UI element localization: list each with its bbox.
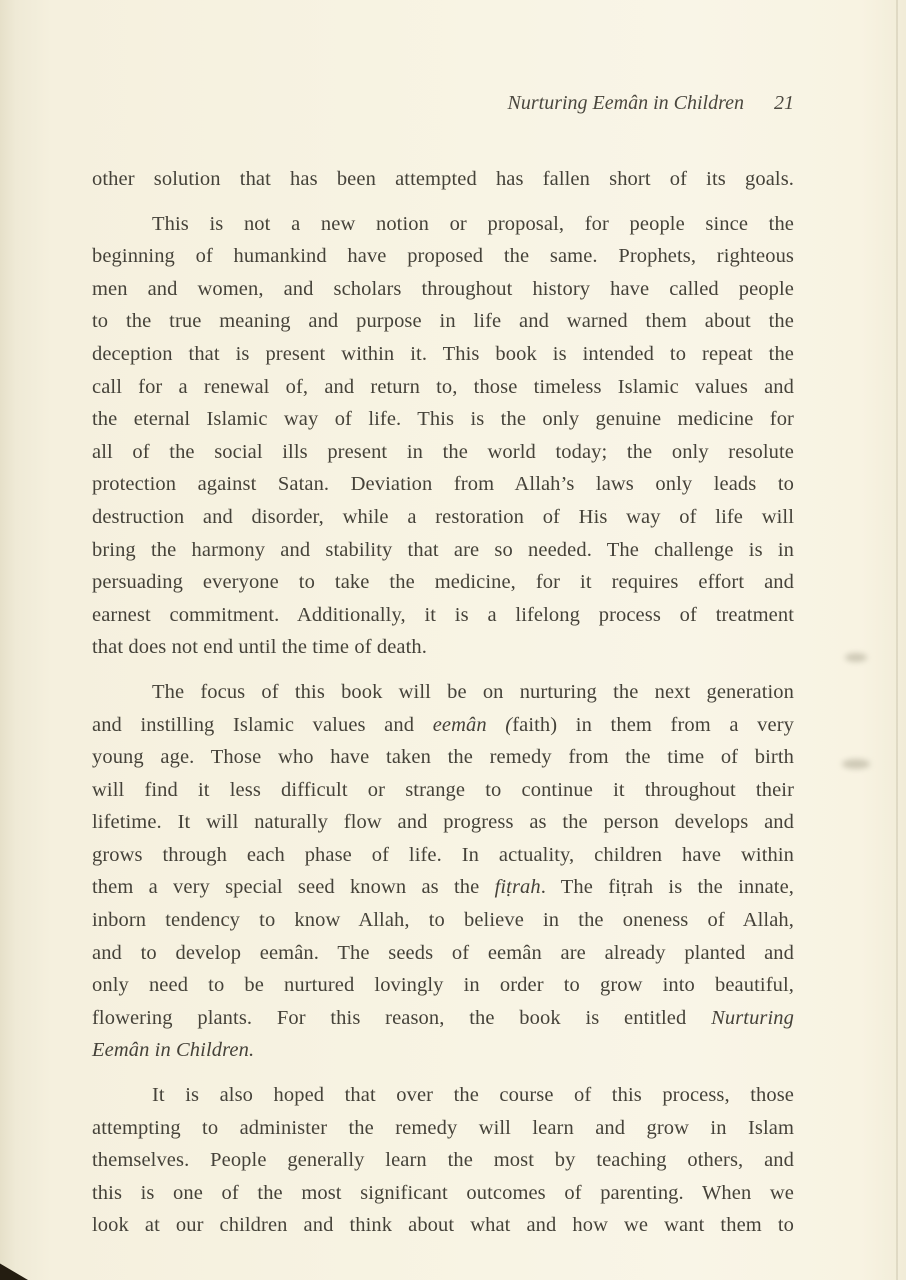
body-text: beginning of humankind have proposed the same. Prophets, righteous xyxy=(92,245,794,268)
paragraph xyxy=(92,1079,794,1242)
italic-text: Eemân in Children. xyxy=(92,1039,255,1062)
body-text: It is also hoped that over the course of this process, those xyxy=(152,1084,794,1107)
text-line xyxy=(92,1177,794,1210)
body-text: . The fiṭrah is the innate, xyxy=(540,876,794,899)
text-line xyxy=(92,709,794,742)
text-line xyxy=(92,163,794,196)
text-line xyxy=(92,240,794,273)
text-line xyxy=(92,566,794,599)
body-text: all of the social ills present in the world today; the only resolute xyxy=(92,440,794,463)
text-line xyxy=(92,501,794,534)
text-line xyxy=(92,871,794,904)
body-text: other solution that has been attempted has fallen short of its goals. xyxy=(92,168,794,190)
body-text: themselves. People generally learn the most by teaching others, and xyxy=(92,1149,794,1172)
body-text: to the true meaning and purpose in life and warned them about the xyxy=(92,310,794,333)
scan-smudge xyxy=(842,759,870,769)
body-text: young age. Those who have taken the remedy from the time of birth xyxy=(92,746,794,769)
paragraph xyxy=(92,163,794,196)
text-line xyxy=(92,468,794,501)
italic-text: eemân ( xyxy=(432,713,513,736)
scan-corner-artifact xyxy=(0,1258,28,1280)
body-text: deception that is present within it. This book is intended to repeat the xyxy=(92,342,794,365)
body-text: the eternal Islamic way of life. This is the only genuine medicine for xyxy=(92,408,794,431)
body-text: earnest commitment. Additionally, it is a lifelong process of treatment xyxy=(92,603,794,626)
paragraph xyxy=(92,208,794,664)
body-text: faith) in them from a very xyxy=(512,713,794,736)
page-edge-shadow xyxy=(896,0,898,1280)
body-text: persuading everyone to take the medicine, for it requires effort and xyxy=(92,571,794,594)
body-text: this is one of the most significant outcomes of parenting. When we xyxy=(92,1181,794,1204)
body-text: flowering plants. For this reason, the book is entitled xyxy=(92,1006,712,1029)
text-line xyxy=(92,305,794,338)
body-text: grows through each phase of life. In actuality, children have within xyxy=(92,843,794,866)
running-title: Nurturing Eemân in Children xyxy=(507,92,744,114)
scan-smudge xyxy=(845,653,867,662)
body-text: destruction and disorder, while a restoration of His way of life will xyxy=(92,505,794,528)
body-text: and instilling Islamic values and xyxy=(92,713,433,736)
text-line xyxy=(92,1002,794,1035)
body-text: men and women, and scholars throughout history have called people xyxy=(92,277,794,300)
body-text: that does not end until the time of death. xyxy=(92,636,427,659)
paragraph xyxy=(92,676,794,1067)
text-line xyxy=(92,676,794,709)
body-text: attempting to administer the remedy will learn and grow in Islam xyxy=(92,1116,794,1139)
body-text: protection against Satan. Deviation from Allah’s laws only leads to xyxy=(92,473,794,496)
body-text: The focus of this book will be on nurturing the next generation xyxy=(152,680,794,703)
text-line xyxy=(92,741,794,774)
body-text: bring the harmony and stability that are so needed. The challenge is in xyxy=(92,538,794,561)
text-line xyxy=(92,371,794,404)
text-line xyxy=(92,969,794,1002)
body-text: and to develop eemân. The seeds of eemân are already planted and xyxy=(92,941,794,964)
text-line xyxy=(92,1079,794,1112)
text-line xyxy=(92,1034,794,1067)
text-line xyxy=(92,774,794,807)
text-line xyxy=(92,904,794,937)
body-text: only need to be nurtured lovingly in order to grow into beautiful, xyxy=(92,974,794,997)
body-text: lifetime. It will naturally flow and progress as the person develops and xyxy=(92,811,794,834)
text-line xyxy=(92,208,794,241)
body-text: inborn tendency to know Allah, to believe in the oneness of Allah, xyxy=(92,909,794,932)
text-line xyxy=(92,1144,794,1177)
body-text: This is not a new notion or proposal, for people since the xyxy=(152,212,794,235)
text-line xyxy=(92,937,794,970)
text-line xyxy=(92,436,794,469)
text-line xyxy=(92,806,794,839)
italic-text: fiṭrah xyxy=(494,876,541,899)
body-text: look at our children and think about what and how we want them to xyxy=(92,1214,794,1237)
text-line xyxy=(92,599,794,632)
text-line xyxy=(92,631,794,664)
body-text: them a very special seed known as the xyxy=(92,876,495,899)
page-body xyxy=(92,163,794,1242)
running-header xyxy=(92,92,794,115)
text-line xyxy=(92,403,794,436)
text-line xyxy=(92,1112,794,1145)
italic-text: Nurturing xyxy=(711,1006,794,1029)
text-line xyxy=(92,534,794,567)
text-line xyxy=(92,1209,794,1242)
text-line xyxy=(92,338,794,371)
text-line xyxy=(92,273,794,306)
body-text: will find it less difficult or strange to continue it throughout their xyxy=(92,778,794,801)
text-line xyxy=(92,839,794,872)
body-text: call for a renewal of, and return to, those timeless Islamic values and xyxy=(92,375,794,398)
page-number: 21 xyxy=(774,92,794,114)
